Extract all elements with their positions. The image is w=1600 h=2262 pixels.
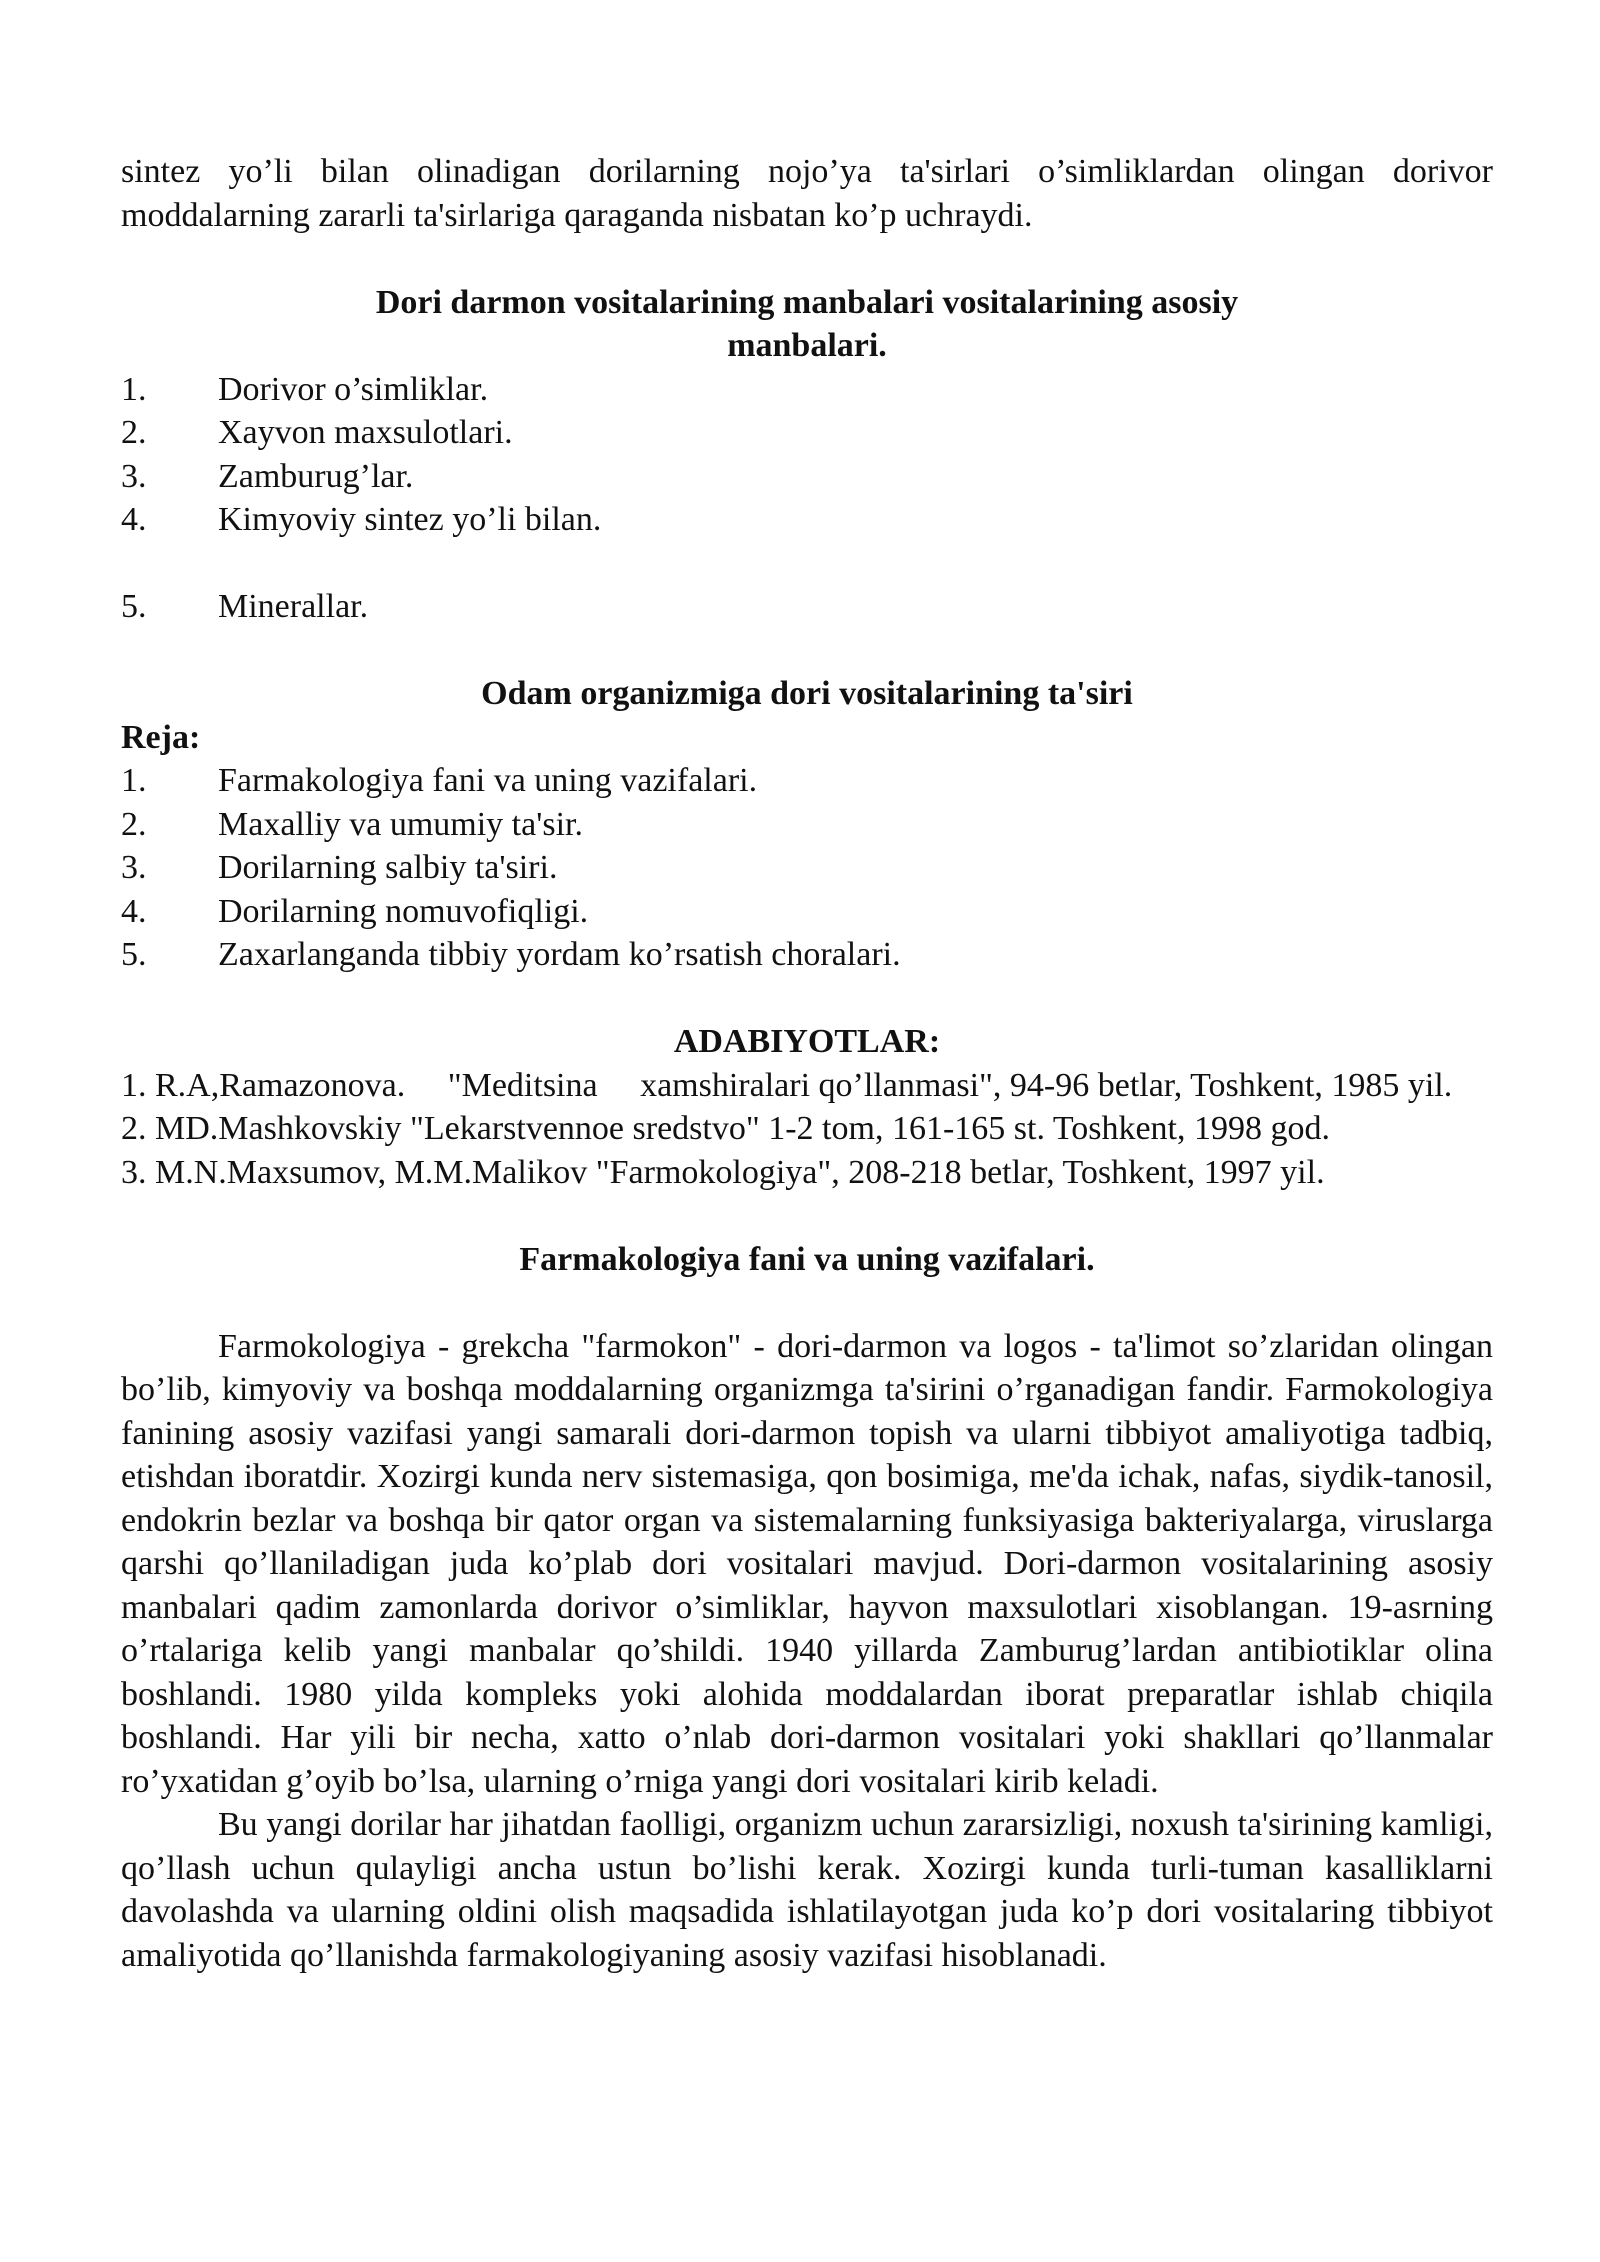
section-pharmacology [121,1238,1493,1978]
references-title: ADABIYOTLAR: [673,1023,941,1060]
list-item [121,455,1493,499]
list-item-text: Dorilarning nomuvofiqligi. [218,892,589,930]
body-paragraph: Farmokologiya - grekcha "farmokon" - dori-darmon va logos - ta'limot so’zlaridan olingan bo’lib, kimyoviy va boshqa moddalarning organizmga ta'sirini o’rganadigan fandir. Farmokologiya fanining asosiy vazifasi yangi samarali dori-darmon topish va ularni tibbiyot amaliyotiga tadbiq, etishdan iboratdir. Xozirgi kunda nerv sistemasiga, qon bosimiga, me'da ichak, nafas, siydik-tanosil, endokrin bezlar va boshqa bir qator organ va sistemalarning funksiyasiga bakteriyalarga, viruslarga qarshi qo’llaniladigan juda ko’plab dori vositalari mavjud. Dori-darmon vositalarining asosiy manbalari qadim zamonlarda dorivor o’simliklar, hayvon maxsulotlari xisoblangan. 19-asrning o’rtalariga kelib yangi manbalar qo’shildi. 1940 yillarda Zamburug’lardan antibiotiklar olina boshlandi. 1980 yilda kompleks yoki alohida moddalardan iborat preparatlar ishlab chiqila boshlandi. Har yili bir necha, xatto o’nlab dori-darmon vositalari yoki shakllari qo’llanmalar ro’yxatidan g’oyib bo’lsa, ularning o’rniga yangi dori vositalari kirib keladi. [121,1327,1493,1800]
list-item [121,498,1493,542]
reference-item: 3. M.N.Maxsumov, M.M.Malikov "Farmokologiya", 208-218 betlar, Toshkent, 1997 yil. [121,1153,1325,1191]
list-item-text: Maxalliy va umumiy ta'sir. [218,805,583,843]
list-item [121,803,1493,847]
sources-list [121,368,1493,629]
section-references [121,1020,1493,1194]
list-item [121,368,1493,412]
list-item-text: Xayvon maxsulotlari. [218,414,513,451]
list-item-text: Minerallar. [218,588,369,625]
section-effects [121,672,1493,977]
list-item-number: 1. [121,370,147,408]
section-sources [121,281,1493,629]
list-item [121,890,1493,934]
list-item-text: Dorivor o’simliklar. [218,370,489,408]
list-item-text: Kimyoviy sintez yo’li bilan. [218,501,602,538]
document-page [121,150,1493,1977]
list-item-number: 4. [121,892,147,930]
list-item [121,585,1493,629]
plan-label: Reja: [121,718,201,756]
intro-paragraph: sintez yo’li bilan olinadigan dorilarning nojo’ya ta'sirlari o’simliklardan olingan dorivor moddalarning zararli ta'sirlariga qaraganda nisbatan ko’p uchraydi. [121,153,1493,234]
section-effects-title: Odam organizmiga dori vositalarining ta'siri [481,675,1133,712]
list-item-number: 1. [121,762,147,799]
list-item [121,846,1493,890]
plan-list [121,759,1493,977]
section-sources-title-line2: manbalari. [727,327,887,364]
list-item [121,933,1493,977]
section-sources-title-line1: Dori darmon vositalarining manbalari vositalarining asosiy [375,283,1239,321]
list-item-number: 3. [121,849,147,886]
body-paragraph: Bu yangi dorilar har jihatdan faolligi, organizm uchun zararsizligi, noxush ta'sirining kamligi, qo’llash uchun qulayligi ancha ustun bo’lishi kerak. Xozirgi kunda turli-tuman kasalliklarni davolashda va ularning oldini olish maqsadida ishlatilayotgan juda ko’p dori vositalaring tibbiyot amaliyotida qo’llanishda farmakologiyaning asosiy vazifasi hisoblanadi. [121,1806,1493,1974]
list-item-text: Dorilarning salbiy ta'siri. [218,849,558,886]
list-item-number: 2. [121,805,147,843]
list-item-text: Zaxarlanganda tibbiy yordam ko’rsatish choralari. [218,936,901,973]
list-item-number: 4. [121,501,147,538]
list-item-text: Farmakologiya fani va uning vazifalari. [218,762,758,799]
list-item-number: 2. [121,414,147,451]
list-item-text: Zamburug’lar. [218,457,414,495]
list-item [121,759,1493,803]
list-item-number: 5. [121,588,147,625]
list-item [121,411,1493,455]
list-item-number: 3. [121,457,147,495]
list-item-number: 5. [121,936,147,973]
section-pharmacology-title: Farmakologiya fani va uning vazifalari. [519,1240,1095,1278]
reference-item: 2. MD.Mashkovskiy "Lekarstvennoe sredstvo" 1-2 tom, 161-165 st. Toshkent, 1998 god. [121,1110,1330,1147]
reference-item: 1. R.A,Ramazonova. "Meditsina xamshiralari qo’llanmasi", 94-96 betlar, Toshkent, 1985 yil. [121,1066,1453,1104]
